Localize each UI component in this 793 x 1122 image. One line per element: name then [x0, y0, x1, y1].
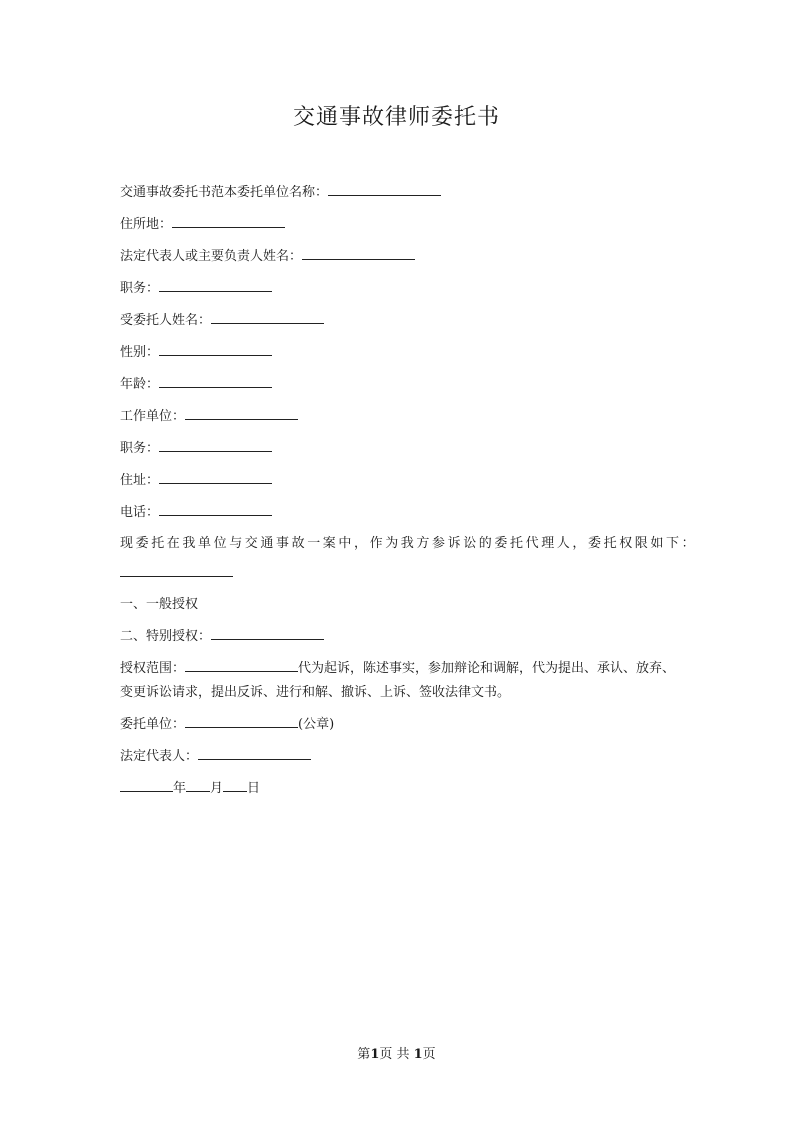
total-pages-number: 1	[413, 1047, 423, 1062]
legal-rep-signature	[120, 748, 680, 765]
blank-line	[159, 376, 272, 388]
blank-line	[172, 216, 285, 228]
general-authorization: 一、一般授权	[120, 597, 199, 612]
entrust-statement: 现委托在我单位与交通事故一案中，作为我方参诉讼的委托代理人，委托权限如下：	[120, 536, 698, 551]
field-label: 授权范围：	[120, 661, 186, 676]
footer-suffix: 页	[422, 1047, 436, 1062]
entrust-blank	[120, 565, 680, 582]
field-phone	[120, 504, 680, 521]
field-label: 职务：	[120, 441, 160, 456]
field-label: 委托单位：	[120, 717, 186, 732]
field-label: 住所地：	[120, 217, 173, 232]
page-title: 交通事故律师委托书	[292, 105, 500, 130]
field-position	[120, 280, 680, 297]
blank-line	[159, 440, 272, 452]
field-label: 年龄：	[120, 377, 160, 392]
blank-line	[211, 628, 324, 640]
day-blank	[223, 780, 247, 792]
blank-line	[185, 660, 298, 672]
blank-line	[211, 312, 324, 324]
field-legal-representative	[120, 248, 680, 265]
special-authorization	[120, 628, 680, 645]
document-body	[120, 184, 698, 812]
field-agent-position	[120, 440, 680, 457]
month-blank	[186, 780, 210, 792]
blank-line	[328, 184, 441, 196]
signing-unit	[120, 716, 680, 733]
field-label: 住址：	[120, 473, 160, 488]
field-label: 电话：	[120, 505, 160, 520]
seal-label: (公章)	[298, 717, 335, 732]
day-label: 日	[247, 781, 261, 796]
field-label: 工作单位：	[120, 409, 186, 424]
blank-line	[302, 248, 415, 260]
footer-prefix: 第	[357, 1047, 371, 1062]
field-label: 交通事故委托书范本委托单位名称：	[120, 185, 329, 200]
blank-line	[159, 504, 272, 516]
field-label: 受委托人姓名：	[120, 313, 212, 328]
field-label: 法定代表人：	[120, 749, 199, 764]
blank-line	[159, 344, 272, 356]
field-agent-name	[120, 312, 680, 329]
field-label: 法定代表人或主要负责人姓名：	[120, 249, 303, 264]
page-footer	[0, 1043, 793, 1062]
blank-line	[198, 748, 311, 760]
year-label: 年	[173, 781, 187, 796]
blank-line	[120, 565, 233, 577]
field-address	[120, 216, 680, 233]
month-label: 月	[210, 781, 224, 796]
blank-line	[159, 280, 272, 292]
authorization-scope	[120, 660, 680, 677]
authorization-scope-continued: 变更诉讼请求，提出反诉、进行和解、撤诉、上诉、签收法律文书。	[120, 685, 511, 700]
scope-text: 代为起诉，陈述事实，参加辩论和调解，代为提出、承认、放弃、	[298, 661, 676, 676]
field-residence	[120, 472, 680, 489]
current-page-number: 1	[370, 1047, 380, 1062]
field-gender	[120, 344, 680, 361]
field-age	[120, 376, 680, 393]
field-label: 二、特别授权：	[120, 629, 212, 644]
field-label: 职务：	[120, 281, 160, 296]
date-line	[120, 780, 680, 797]
blank-line	[159, 472, 272, 484]
field-label: 性别：	[120, 345, 160, 360]
footer-middle: 页 共	[379, 1047, 414, 1062]
field-employer	[120, 408, 680, 425]
blank-line	[185, 716, 298, 728]
year-blank	[120, 780, 173, 792]
blank-line	[185, 408, 298, 420]
field-client-name	[120, 184, 680, 201]
